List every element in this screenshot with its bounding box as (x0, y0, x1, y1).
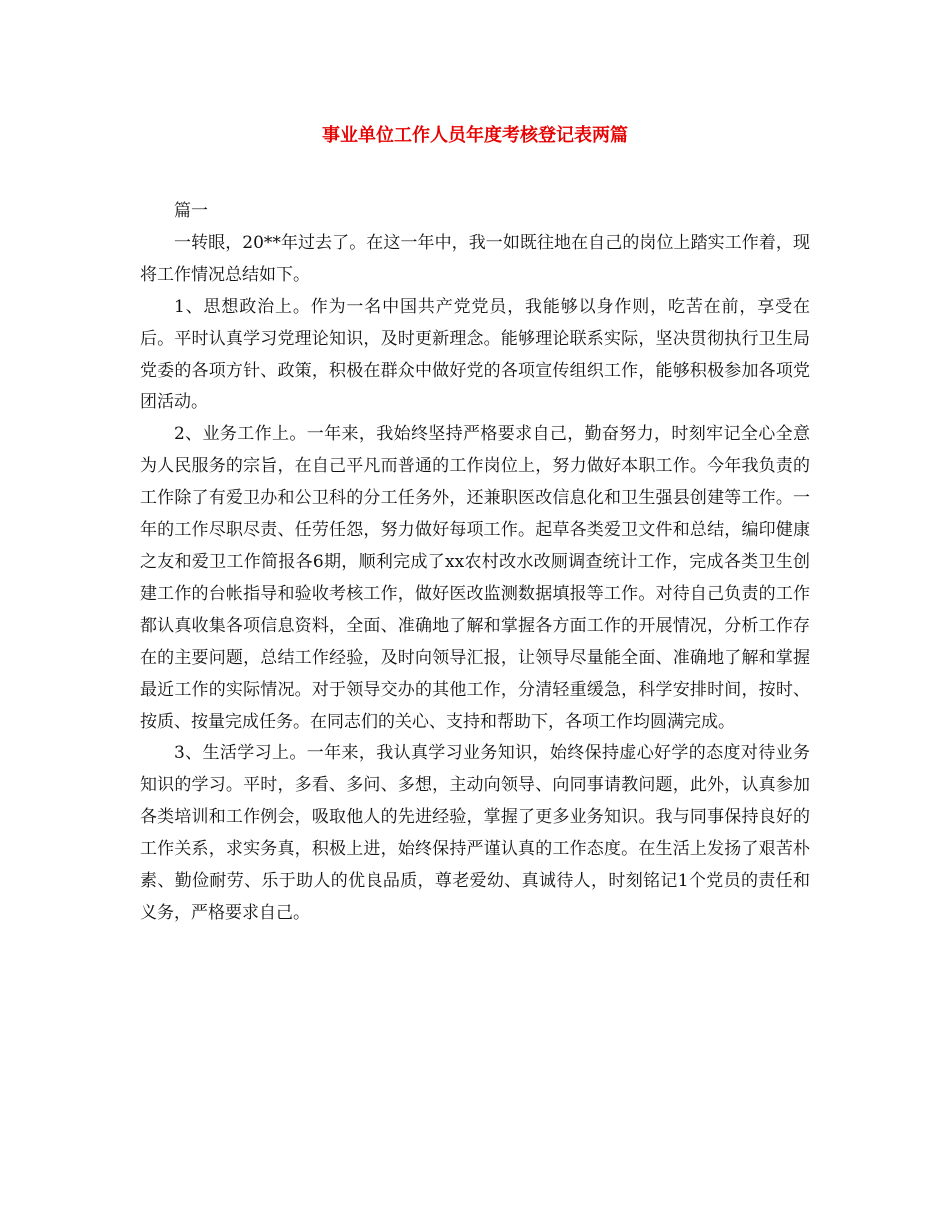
section-heading: 篇一 (174, 201, 208, 221)
intro-paragraph: 一转眼，20**年过去了。在这一年中，我一如既往地在自己的岗位上踏实工作着，现将工作情况总结如下。 (140, 232, 810, 285)
document-title: 事业单位工作人员年度考核登记表两篇 (322, 125, 628, 146)
paragraph-life-study: 3、生活学习上。一年来，我认真学习业务知识，始终保持虚心好学的态度对待业务知识的学习。平时，多看、多问、多想，主动向领导、向同事请教问题，此外，认真参加各类培训和工作例会，吸取他人的先进经验，掌握了更多业务知识。我与同事保持良好的工作关系，求实务真，积极上进，始终保持严谨认真的工作态度。在生活上发扬了艰苦朴素、勤俭耐劳、乐于助人的优良品质，尊老爱幼、真诚待人，时刻铭记1个党员的责任和义务，严格要求自己。 (140, 743, 810, 923)
document-body (140, 196, 810, 930)
paragraph-political: 1、思想政治上。作为一名中国共产党党员，我能够以身作则，吃苦在前，享受在后。平时认真学习党理论知识，及时更新理念。能够理论联系实际，坚决贯彻执行卫生局党委的各项方针、政策，积极在群众中做好党的各项宣传组织工作，能够积极参加各项党团活动。 (140, 296, 810, 413)
paragraph-work: 2、业务工作上。一年来，我始终坚持严格要求自己，勤奋努力，时刻牢记全心全意为人民服务的宗旨，在自己平凡而普通的工作岗位上，努力做好本职工作。今年我负责的工作除了有爱卫办和公卫科的分工任务外，还兼职医改信息化和卫生强县创建等工作。一年的工作尽职尽责、任劳任怨，努力做好每项工作。起草各类爱卫文件和总结，编印健康之友和爱卫工作简报各6期，顺利完成了xx农村改水改厕调查统计工作，完成各类卫生创建工作的台帐指导和验收考核工作，做好医改监测数据填报等工作。对待自己负责的工作都认真收集各项信息资料，全面、准确地了解和掌握各方面工作的开展情况，分析工作存在的主要问题，总结工作经验，及时向领导汇报，让领导尽量能全面、准确地了解和掌握最近工作的实际情况。对于领导交办的其他工作，分清轻重缓急，科学安排时间，按时、按质、按量完成任务。在同志们的关心、支持和帮助下，各项工作均圆满完成。 (140, 424, 810, 732)
